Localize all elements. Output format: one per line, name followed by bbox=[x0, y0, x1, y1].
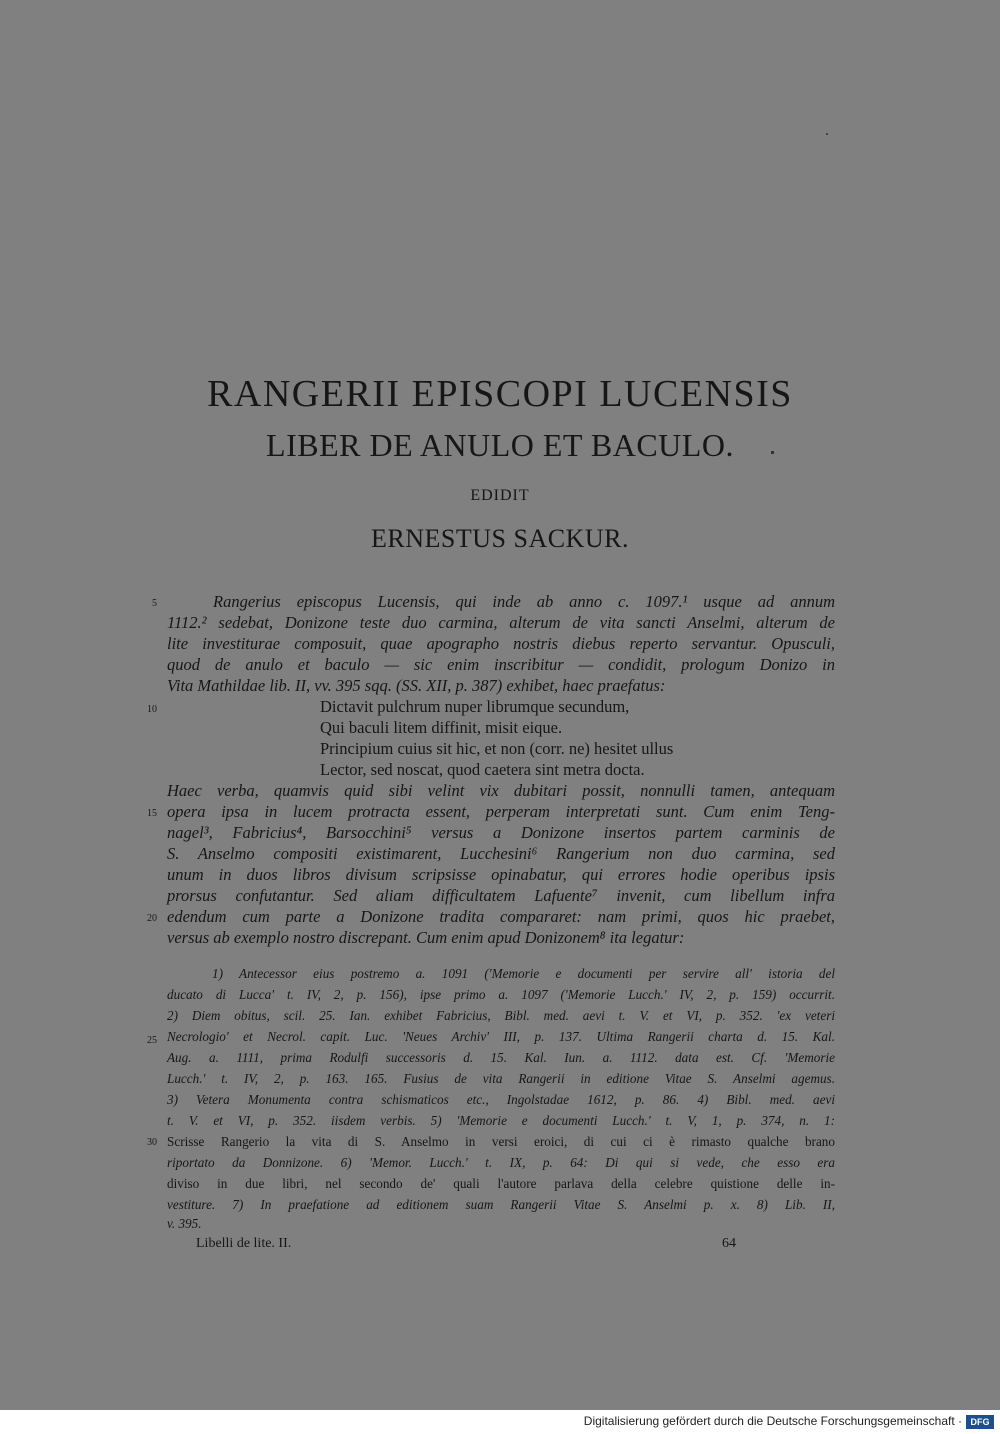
footnote-line: 2) Diem obitus, scil. 25. Ian. exhibet Fabricius, Bibl. med. aevi t. V. et VI, p. 352. 'ex veteri bbox=[167, 1008, 835, 1023]
intro-line: 1112.² sedebat, Donizone teste duo carmina, alterum de vita sancti Anselmi, alterum de bbox=[167, 613, 835, 632]
verse-line: Qui baculi litem diffinit, misit eique. bbox=[320, 718, 563, 737]
footnote-line: Lucch.' t. IV, 2, p. 163. 165. Fusius de vita Rangerii in editione Vitae S. Anselmi agemus. bbox=[167, 1071, 835, 1086]
line-number: 25 bbox=[147, 1035, 157, 1046]
body-line: versus ab exemplo nostro discrepant. Cum enim apud Donizonem⁸ ita legatur: bbox=[167, 928, 685, 947]
footnote-line: vestiture. 7) In praefatione ad editionem suam Rangerii Vitae S. Anselmi p. x. 8) Lib. II, bbox=[167, 1197, 835, 1212]
body-line: S. Anselmo compositi existimarent, Lucchesini⁶ Rangerium non duo carmina, sed bbox=[167, 844, 835, 863]
digitization-banner bbox=[0, 1410, 1000, 1434]
main-title: RANGERII EPISCOPI LUCENSIS bbox=[207, 373, 793, 415]
body-line: prorsus confutantur. Sed aliam difficultatem Lafuente⁷ invenit, cum libellum infra bbox=[167, 886, 835, 905]
verse-line: Principium cuius sit hic, et non (corr. ne) hesitet ullus bbox=[320, 739, 674, 758]
line-number: 5 bbox=[152, 598, 157, 609]
footnote-line: riportato da Donnizone. 6) 'Memor. Lucch.' t. IX, p. 64: Di qui si vede, che esso era bbox=[167, 1155, 835, 1170]
footnote-line: 1) Antecessor eius postremo a. 1091 ('Memorie e documenti per servire all' istoria del bbox=[212, 966, 835, 981]
footnote-line: Scrisse Rangerio la vita di S. Anselmo in versi eroici, di cui ci è rimasto qualche brano bbox=[167, 1134, 835, 1149]
page-number: 64 bbox=[722, 1236, 736, 1251]
line-number: 20 bbox=[147, 913, 157, 924]
body-line: unum in duos libros divisum scripsisse opinabatur, qui errores hodie operibus ipsis bbox=[167, 865, 835, 884]
footnote-line: t. V. et VI, p. 352. iisdem verbis. 5) 'Memorie e documenti Lucch.' t. V, 1, p. 374, n. 1: bbox=[167, 1113, 835, 1128]
footnote-line: ducato di Lucca' t. IV, 2, p. 156), ipse primo a. 1097 ('Memorie Lucch.' IV, 2, p. 159) occurrit. bbox=[167, 987, 835, 1002]
footnote-line: Necrologio' et Necrol. capit. Luc. 'Neues Archiv' III, p. 137. Ultima Rangerii charta d. 15. Kal. bbox=[167, 1029, 835, 1044]
body-line: opera ipsa in lucem protracta essent, perperam interpretati sunt. Cum enim Teng- bbox=[167, 802, 835, 821]
running-footer: Libelli de lite. II. bbox=[196, 1236, 292, 1251]
intro-line: Rangerius episcopus Lucensis, qui inde ab anno c. 1097.¹ usque ad annum bbox=[213, 592, 835, 611]
intro-line: Vita Mathildae lib. II, vv. 395 sqq. (SS. XII, p. 387) exhibet, haec praefatus: bbox=[167, 676, 666, 695]
digitization-credit: Digitalisierung gefördert durch die Deutsche Forschungsgemeinschaft · bbox=[583, 1414, 962, 1428]
body-line: edendum cum parte a Donizone tradita compararet: nam primi, quos hic praebet, bbox=[167, 907, 835, 926]
footnote-line: 3) Vetera Monumenta contra schismaticos etc., Ingolstadae 1612, p. 86. 4) Bibl. med. aevi bbox=[167, 1092, 835, 1107]
edidit-label: EDIDIT bbox=[470, 487, 530, 504]
editor-name: ERNESTUS SACKUR. bbox=[371, 524, 629, 553]
body-line: nagel³, Fabricius⁴, Barsocchini⁵ versus a Donizone insertos partem carminis de bbox=[167, 823, 835, 842]
scan-speck bbox=[826, 133, 828, 135]
intro-line: lite investiturae composuit, quae apographo nostris diebus reperto servantur. Opusculi, bbox=[167, 634, 835, 653]
body-line: Haec verba, quamvis quid sibi velint vix dubitari possit, nonnulli tamen, antequam bbox=[167, 781, 835, 800]
footnote-line: Aug. a. 1111, prima Rodulfi successoris d. 15. Kal. Iun. a. 1112. data est. Cf. 'Memorie bbox=[167, 1050, 835, 1065]
footnote-line: diviso in due libri, nel secondo de' quali l'autore parlava della celebre quistione delle in- bbox=[167, 1176, 835, 1191]
scan-speck bbox=[771, 451, 774, 454]
subtitle: LIBER DE ANULO ET BACULO. bbox=[266, 427, 734, 463]
intro-line: quod de anulo et baculo — sic enim inscribitur — condidit, prologum Donizo in bbox=[167, 655, 835, 674]
verse-line: Dictavit pulchrum nuper librumque secundum, bbox=[320, 697, 630, 716]
dfg-logo[interactable]: DFG bbox=[966, 1415, 994, 1429]
line-number: 10 bbox=[147, 704, 157, 715]
line-number: 15 bbox=[147, 808, 157, 819]
line-number: 30 bbox=[147, 1137, 157, 1148]
footnote-line: v. 395. bbox=[167, 1216, 202, 1231]
verse-line: Lector, sed noscat, quod caetera sint metra docta. bbox=[320, 760, 645, 779]
